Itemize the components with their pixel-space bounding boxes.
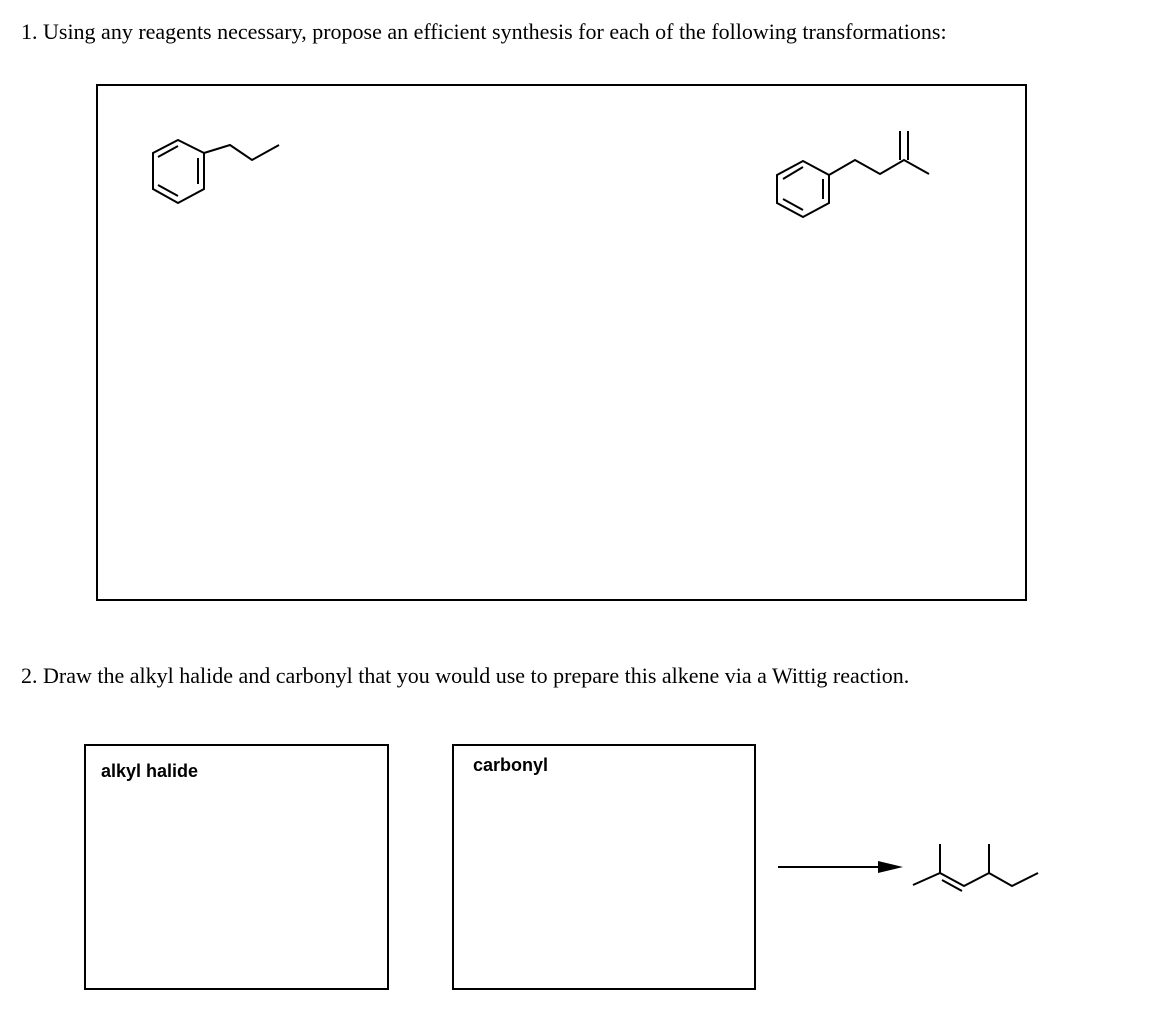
question-2-text: 2. Draw the alkyl halide and carbonyl that you would use to prepare this alkene via a Wittig reaction.	[21, 663, 910, 688]
question-1-text: 1. Using any reagents necessary, propose an efficient synthesis for each of the following transformations:	[21, 19, 947, 44]
carbonyl-label: carbonyl	[473, 755, 549, 775]
alkyl-halide-label: alkyl halide	[101, 761, 199, 781]
